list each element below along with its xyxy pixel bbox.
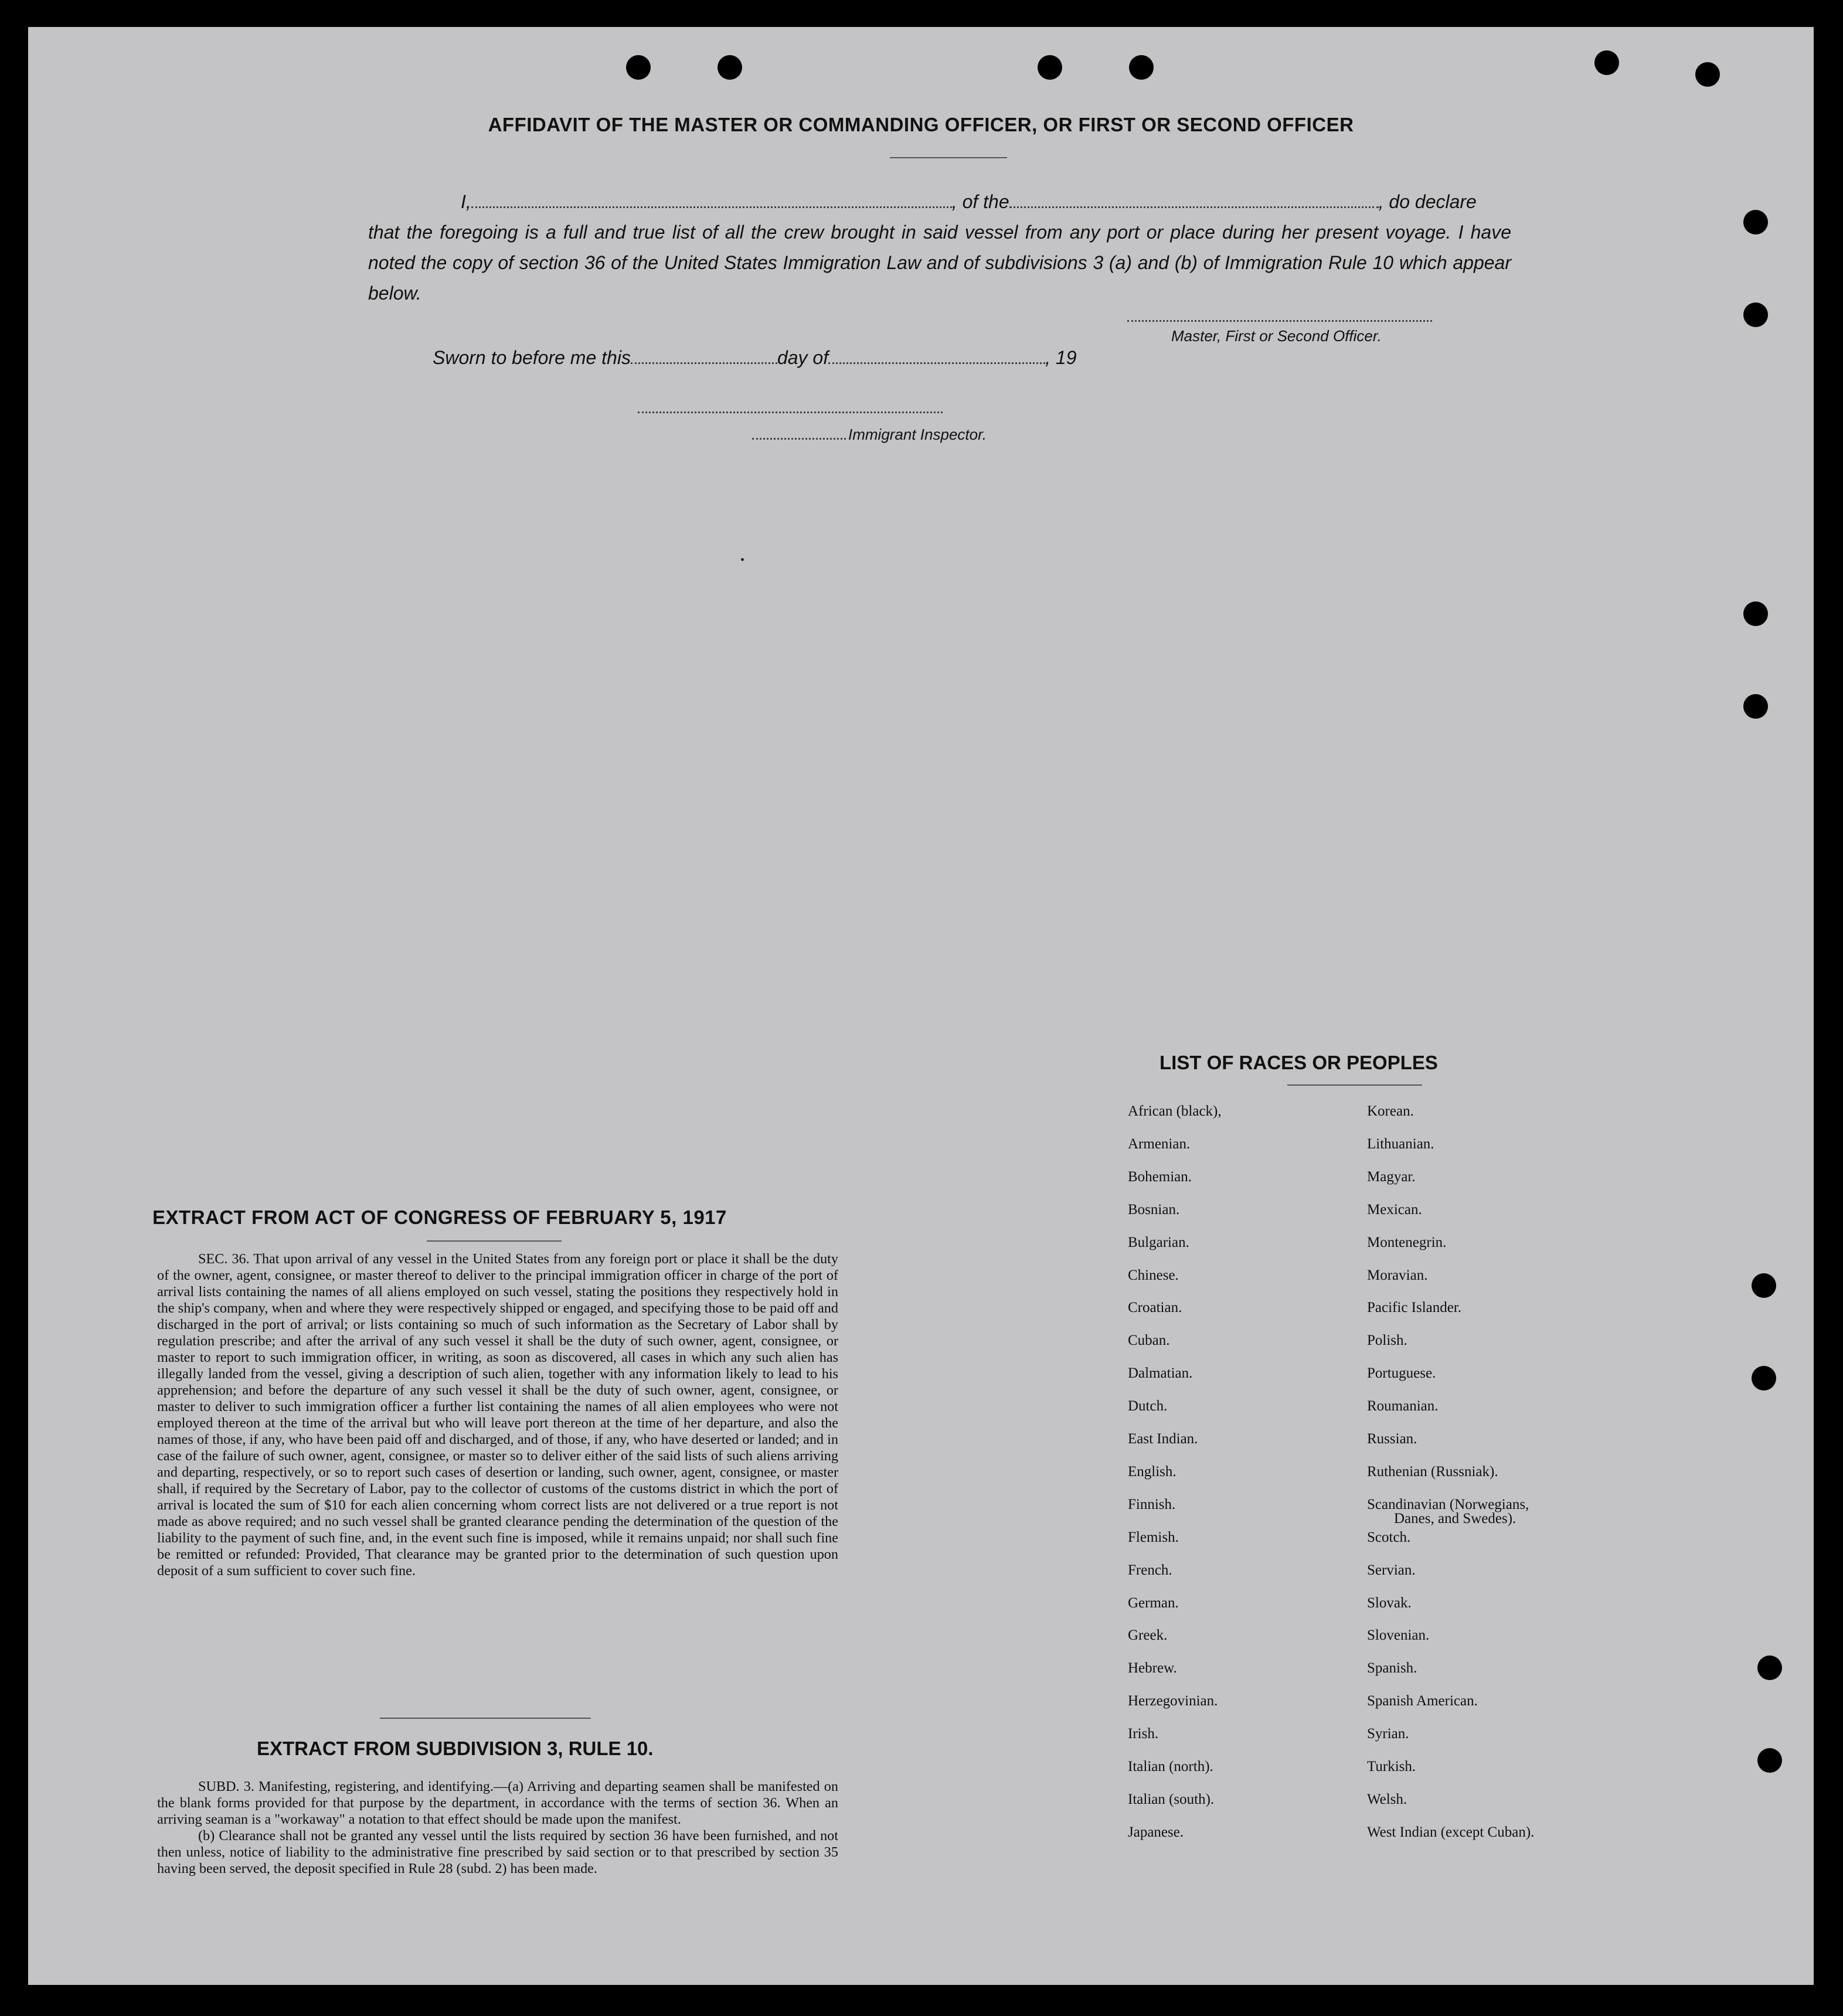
race-item: Bulgarian. — [1128, 1234, 1189, 1250]
rule-para-b: (b) Clearance shall not be granted any vessel until the lists required by section 36 have been furnished, and not then unless, notice of liability to the administrative fine prescribed by said section or to that prescribed by section 35 having been served, the deposit specified in Rule 28 (subd. 2) has been made. — [157, 1828, 838, 1876]
affidavit-of-the: , of the — [951, 191, 1009, 212]
race-item: Armenian. — [1128, 1136, 1191, 1152]
form-sheet — [28, 27, 1814, 1985]
race-item: Pacific Islander. — [1367, 1300, 1462, 1316]
race-item: Croatian. — [1128, 1300, 1182, 1316]
race-item: Greek. — [1128, 1627, 1168, 1644]
affidavit-text — [368, 186, 1511, 308]
punch-hole — [1038, 55, 1062, 80]
race-item: Ruthenian (Russniak). — [1367, 1463, 1498, 1480]
affidavit-i: I, — [461, 191, 471, 212]
race-item: Syrian. — [1367, 1726, 1409, 1742]
race-item: English. — [1128, 1463, 1176, 1480]
race-item: Scandinavian (Norwegians, — [1367, 1496, 1529, 1512]
race-item: East Indian. — [1128, 1431, 1198, 1447]
punch-hole — [1743, 210, 1768, 234]
inspector-label-row — [752, 426, 1033, 444]
race-item: Roumanian. — [1367, 1398, 1439, 1415]
race-item: Russian. — [1367, 1431, 1417, 1447]
inspector-blank[interactable] — [752, 426, 846, 440]
race-item: West Indian (except Cuban). — [1367, 1824, 1535, 1840]
punch-hole — [1757, 1655, 1782, 1680]
races-title: LIST OF RACES OR PEOPLES — [1159, 1052, 1438, 1073]
race-item: Turkish. — [1367, 1759, 1416, 1774]
race-item: Hebrew. — [1128, 1660, 1177, 1677]
race-item: Polish. — [1367, 1332, 1407, 1349]
punch-hole — [1743, 601, 1768, 626]
race-item: Irish. — [1128, 1726, 1159, 1742]
punch-hole — [718, 55, 742, 80]
race-item: Bosnian. — [1128, 1201, 1180, 1218]
race-item: African (black), — [1128, 1103, 1222, 1119]
act-text — [157, 1251, 838, 1579]
race-item: Magyar. — [1367, 1168, 1416, 1185]
race-item: Mexican. — [1367, 1201, 1422, 1218]
act-title: EXTRACT FROM ACT OF CONGRESS OF FEBRUARY 5, 1917 — [152, 1206, 727, 1228]
punch-hole — [1752, 1366, 1776, 1391]
race-item: German. — [1128, 1595, 1179, 1611]
race-item: Portuguese. — [1367, 1365, 1436, 1382]
month-blank[interactable] — [828, 347, 1045, 364]
speck — [741, 558, 744, 561]
race-item: French. — [1128, 1562, 1172, 1578]
race-item: Dutch. — [1128, 1398, 1168, 1415]
sworn-day-of: day of — [777, 347, 829, 368]
race-item: Bohemian. — [1128, 1168, 1192, 1185]
sworn-prefix: Sworn to before me this — [433, 347, 631, 368]
race-item: Italian (south). — [1128, 1791, 1215, 1807]
race-item: Chinese. — [1128, 1267, 1179, 1283]
name-blank[interactable] — [471, 191, 952, 208]
race-item: Lithuanian. — [1367, 1136, 1434, 1152]
sworn-year: , 19 — [1045, 347, 1077, 368]
signature-label: Master, First or Second Officer. — [1171, 327, 1382, 345]
sworn-line — [433, 347, 1076, 369]
title-divider — [890, 157, 1007, 158]
race-item: Dalmatian. — [1128, 1365, 1193, 1382]
races-divider — [1287, 1085, 1422, 1086]
punch-hole — [1695, 62, 1720, 87]
race-item: Cuban. — [1128, 1332, 1170, 1349]
race-item: Spanish. — [1367, 1660, 1417, 1677]
punch-hole — [626, 55, 651, 80]
punch-hole — [1594, 50, 1619, 75]
race-item: Italian (north). — [1128, 1759, 1213, 1774]
inspector-label: Immigrant Inspector. — [848, 426, 987, 443]
day-blank[interactable] — [631, 347, 777, 364]
punch-hole — [1743, 302, 1768, 327]
race-item: Moravian. — [1367, 1267, 1428, 1283]
race-item: Japanese. — [1128, 1824, 1184, 1840]
race-item: Slovenian. — [1367, 1627, 1430, 1644]
race-item: Finnish. — [1128, 1496, 1176, 1512]
act-divider — [427, 1240, 562, 1242]
affidavit-declaration: that the foregoing is a full and true list of all the crew brought in said vessel from any port or place during her present voyage. I have noted the copy of section 36 of the United States Immigration Law and of subdivisions 3 (a) and (b) of Immigration Rule 10 which appear below. — [368, 222, 1511, 304]
race-item: Montenegrin. — [1367, 1234, 1447, 1250]
signature-line[interactable] — [1127, 320, 1432, 322]
rule-text — [157, 1779, 838, 1877]
rule-title: EXTRACT FROM SUBDIVISION 3, RULE 10. — [257, 1738, 654, 1759]
race-item: Servian. — [1367, 1562, 1416, 1578]
rule-para-a: SUBD. 3. Manifesting, registering, and identifying.—(a) Arriving and departing seamen shall be manifested on the blank forms provided for that purpose by the department, in accordance with the terms of section 36. When an arriving seaman is a "workaway" a notation to that effect should be made upon the manifest. — [157, 1779, 838, 1827]
punch-hole — [1743, 694, 1768, 719]
race-item: Slovak. — [1367, 1595, 1412, 1611]
race-item: Spanish American. — [1367, 1693, 1478, 1709]
race-item: Korean. — [1367, 1103, 1414, 1119]
race-item: Welsh. — [1367, 1791, 1407, 1807]
inspector-signature-line[interactable] — [638, 412, 943, 413]
affidavit-title: AFFIDAVIT OF THE MASTER OR COMMANDING OFFICER, OR FIRST OR SECOND OFFICER — [488, 114, 1354, 135]
vessel-blank[interactable] — [1009, 191, 1379, 208]
race-item: Danes, and Swedes). — [1394, 1510, 1516, 1527]
race-item: Scotch. — [1367, 1529, 1411, 1545]
punch-hole — [1129, 55, 1154, 80]
punch-hole — [1752, 1273, 1776, 1298]
race-item: Flemish. — [1128, 1529, 1179, 1545]
section-divider — [380, 1718, 591, 1719]
punch-hole — [1757, 1748, 1782, 1773]
affidavit-declare: , do declare — [1378, 191, 1477, 212]
act-section-36: SEC. 36. That upon arrival of any vessel in the United States from any foreign port or place it shall be the duty of the owner, agent, consignee, or master thereof to deliver to the principal immigration officer in charge of the port of arrival lists containing the names of all aliens employed on such vessel, stating the positions they respectively hold in the ship's company, when and where they were respectively shipped or engaged, and specifying those to be paid off and discharged in the port of arrival; or lists containing so much of such information as the Secretary of Labor shall by regulation prescribe; and after the arrival of any such vessel it shall be the duty of such owner, agent, consignee, or master to report to such immigration officer, in writing, as soon as discovered, all cases in which any such alien has illegally landed from the vessel, giving a description of such alien, together with any information likely to lead to his apprehension; and before the departure of any such vessel it shall be the duty of such owner, agent, consignee, or master to deliver to such immigration officer a further list containing the names of all alien employees who were not employed thereon at the time of the arrival but who will leave port thereon at the time of her departure, and also the names of those, if any, who have been paid off and discharged, and of those, if any, who have deserted or landed; and in case of the failure of such owner, agent, consignee, or master so to deliver either of the said lists of such aliens arriving and departing, respectively, or so to report such cases of desertion or landing, such owner, agent, consignee, or master shall, if required by the Secretary of Labor, pay to the collector of customs of the customs district in which the port of arrival is located the sum of $10 for each alien concerning whom correct lists are not delivered or a true report is not made as above required; and no such vessel shall be granted clearance pending the determination of the question of the liability to the payment of such fine, and, in the event such fine is imposed, while it remains unpaid; nor shall such fine be remitted or refunded: Provided, That clearance may be granted prior to the determination of such question upon deposit of a sum sufficient to cover such fine. — [157, 1251, 838, 1579]
race-item: Herzegovinian. — [1128, 1693, 1218, 1709]
